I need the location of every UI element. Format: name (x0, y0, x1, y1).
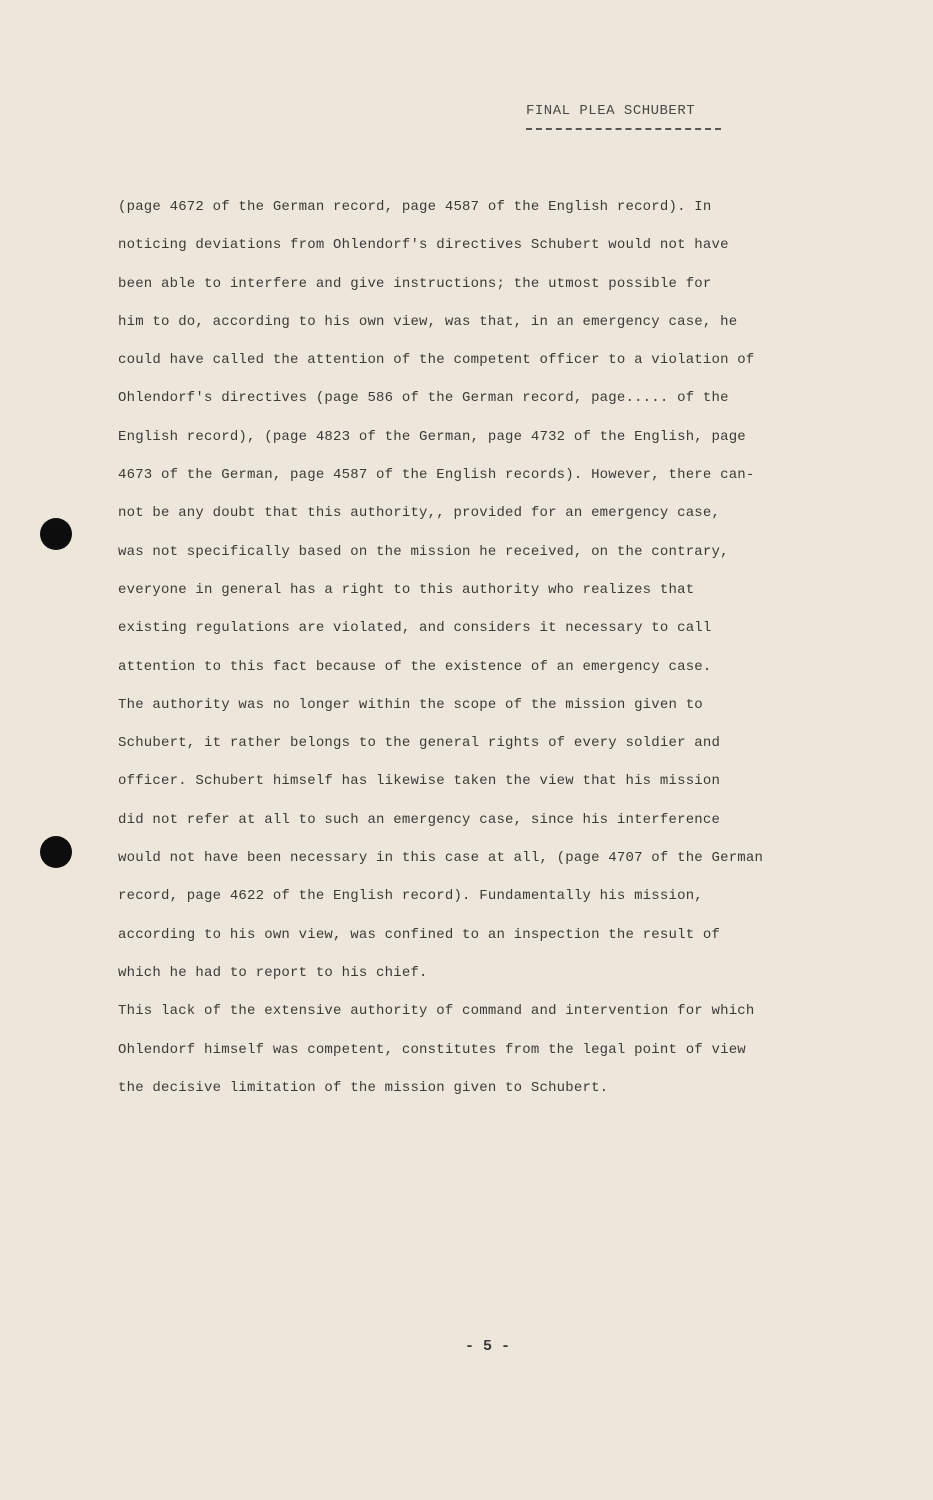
text-line: which he had to report to his chief. (118, 964, 428, 981)
text-line: (page 4672 of the German record, page 4587 of the English record). In (118, 199, 712, 215)
text-line: according to his own view, was confined to an inspection the result of (118, 926, 721, 943)
text-line: English record), (page 4823 of the German, page 4732 of the English, page (118, 428, 746, 445)
page-number: - 5 - (464, 1338, 510, 1355)
text-line: attention to this fact because of the existence of an emergency case. (118, 658, 712, 675)
body-text (118, 196, 863, 1115)
punch-hole (40, 518, 72, 550)
text-line: him to do, according to his own view, was that, in an emergency case, he (118, 313, 738, 330)
text-line: record, page 4622 of the English record). Fundamentally his mission, (118, 888, 703, 905)
text-line: been able to interfere and give instructions; the utmost possible for (118, 275, 712, 292)
text-line: Ohlendorf himself was competent, constitutes from the legal point of view (118, 1041, 746, 1058)
text-line: noticing deviations from Ohlendorf's directives Schubert would not have (118, 237, 729, 254)
text-line: not be any doubt that this authority,, provided for an emergency case, (118, 505, 721, 522)
text-line: did not refer at all to such an emergency case, since his interference (118, 811, 721, 828)
text-line: existing regulations are violated, and considers it necessary to call (118, 620, 712, 637)
text-line: 4673 of the German, page 4587 of the English records). However, there can- (118, 467, 755, 484)
text-line: Ohlendorf's directives (page 586 of the German record, page..... of the (118, 390, 729, 407)
text-line: everyone in general has a right to this authority who realizes that (118, 581, 695, 598)
text-line: The authority was no longer within the scope of the mission given to (118, 696, 703, 713)
punch-hole (40, 836, 72, 868)
page-header-title: FINAL PLEA SCHUBERT (526, 103, 696, 119)
text-line: Schubert, it rather belongs to the general rights of every soldier and (118, 735, 721, 752)
text-line: was not specifically based on the mission he received, on the contrary, (118, 543, 729, 560)
text-line: would not have been necessary in this case at all, (page 4707 of the German (118, 850, 764, 867)
text-line: the decisive limitation of the mission given to Schubert. (118, 1079, 609, 1096)
header-underline (526, 128, 721, 130)
text-line: This lack of the extensive authority of command and intervention for which (118, 1003, 755, 1020)
text-line: officer. Schubert himself has likewise taken the view that his mission (118, 773, 721, 790)
text-line: could have called the attention of the competent officer to a violation of (118, 352, 755, 369)
